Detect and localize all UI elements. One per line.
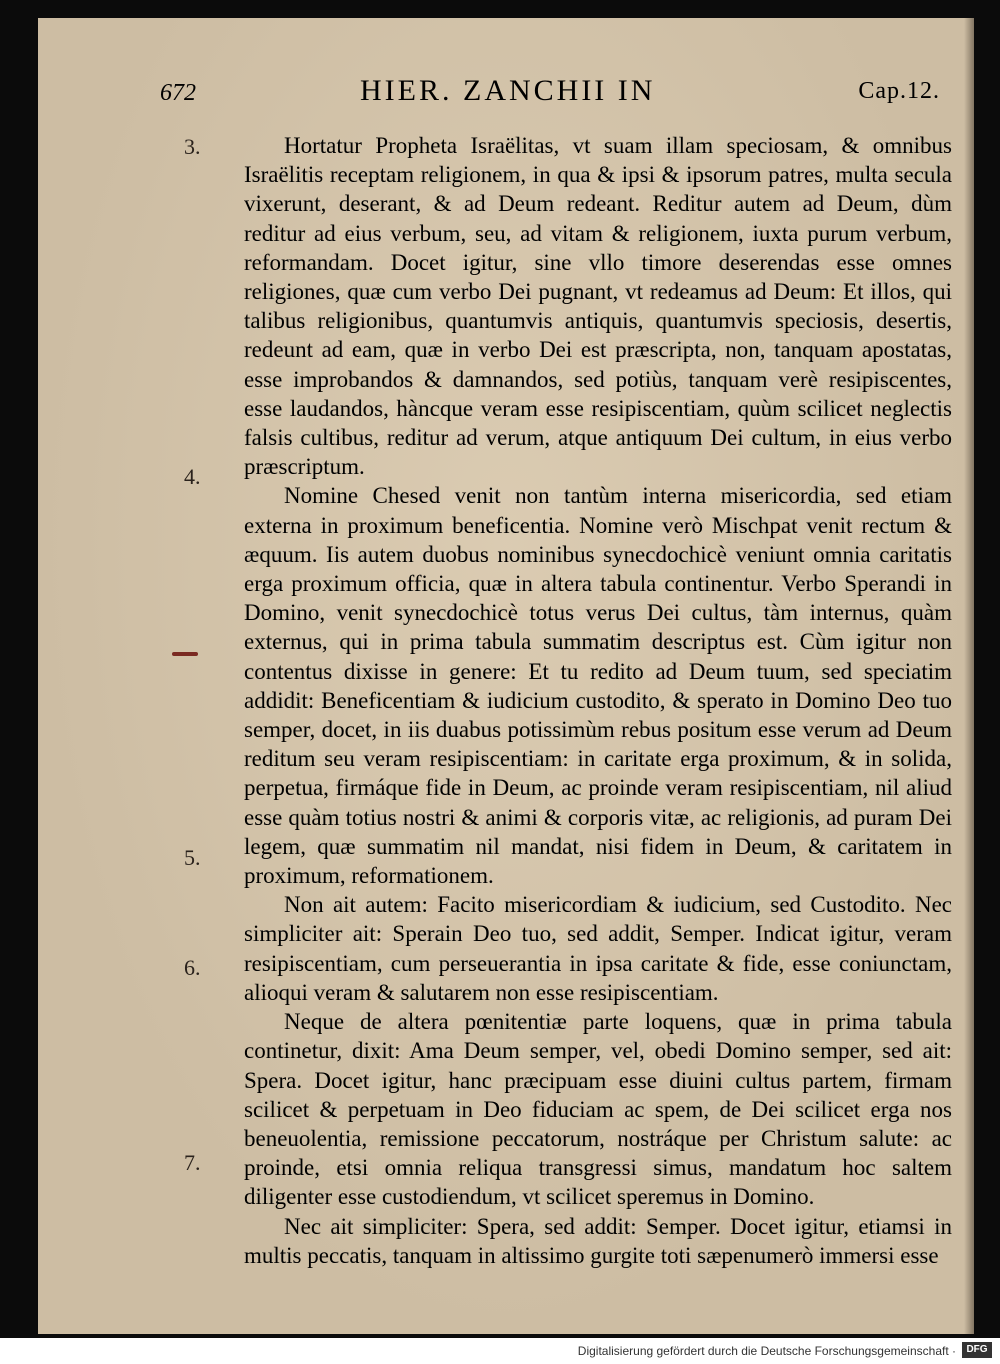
paragraph-marker-3: 3. [184, 134, 201, 159]
paragraph-marker-5: 5. [184, 845, 201, 870]
page-number: 672 [160, 80, 196, 106]
footer-credit: Digitalisierung gefördert durch die Deutsche Forschungsgemeinschaft · [577, 1344, 956, 1358]
paragraph-marker-6: 6. [184, 955, 201, 980]
paragraph-4: Nomine Chesed venit non tantùm interna misericordia, sed etiam externa in proximum beneficentia. Nomine verò Mischpat venit rectum & æquum. Iis autem duobus nominibus synecdochicè veniunt omnia caritatis erga proximum officia, quæ in altera tabula continentur. Verbo Sperandi in Domino, venit synecdochicè totus verus Dei cultus, tàm internus, quàm externus, qui in prima tabula summatim descriptus est. Cùm igitur non contentus dixisse in genere: Et tu redito ad Deum tuum, sed speciatim addidit: Beneficentiam & iudicium custodito, & sperato in Domino Deo tuo semper, docet, in iis duabus potissimùm rebus positum esse verum ad Deum reditum seu veram resipiscentiam: in caritate erga proximum, & in solida, perpetua, firmáque fide in Deum, ac proinde veram resipiscentiam, nil aliud esse quàm totius nostri & animi & corporis vitæ, ac religionis, ad puram Dei legem, quæ summatim nil mandat, nisi fidem in Deum, & caritatem in proximum, reformationem. [244, 483, 952, 889]
dfg-logo: DFG [962, 1342, 992, 1358]
paragraph-6: Neque de altera pœnitentiæ parte loquens, quæ in prima tabula continetur, dixit: Ama Deum semper, vel, obedi Domino semper, sed ait: Spera. Docet igitur, hanc præcipuam esse diuini cultus partem, firmam scilicet & perpetuam in Deo fiduciam ac spem, de Dei scilicet erga nos beneuolentia, remissione peccatorum, nostráque per Christum salute: ac proinde, etsi omnia reliqua transgressi simus, mandatum hoc saltem diligenter esse custodiendum, vt scilicet speremus in Domino. [244, 1009, 952, 1210]
body-text [244, 131, 952, 1270]
paragraph-5: Non ait autem: Facito misericordiam & iudicium, sed Custodito. Nec simpliciter ait: Sperain Deo tuo, sed addit, Semper. Indicat igitur, veram resipiscentiam, cum perseuerantia in ipsa caritate & fide, esse coniunctam, alioqui veram & salutarem non esse resipiscentiam. [244, 892, 952, 1005]
page-header [160, 74, 960, 110]
footer-bar [0, 1338, 1000, 1364]
page-edge [964, 18, 974, 1334]
margin-mark [172, 652, 198, 656]
chapter-label: Cap.12. [858, 78, 940, 104]
paragraph-marker-4: 4. [184, 464, 201, 489]
paragraph-7: Nec ait simpliciter: Spera, sed addit: Semper. Docet igitur, etiamsi in multis peccatis, tanquam in altissimo gurgite toti sæpenumerò immersi esse [244, 1213, 952, 1268]
running-title: HIER. ZANCHII IN [360, 74, 656, 107]
paragraph-3: Hortatur Propheta Israëlitas, vt suam illam speciosam, & omnibus Israëlitis receptam religionem, in qua & ipsi & ipsorum patres, multa secula vixerunt, deserant, & ad Deum redeant. Reditur autem ad Deum, dùm reditur ad eius verbum, seu, ad vitam & religionem, iuxta purum verbum, reformandam. Docet igitur, sine vllo timore deserendas esse omnes religiones, quæ cum verbo Dei pugnant, vt redeamus ad Deum: Et illos, qui talibus religionibus, quantumvis antiquis, quantumvis speciosis, desertis, redeunt ad eam, quæ in verbo Dei est præscripta, non, tanquam apostatas, esse improbandos & damnandos, sed potiùs, tanquam verè resipiscentes, esse laudandos, hàncque veram esse resipiscentiam, quùm scilicet neglectis falsis cultibus, reditur ad verum, atque antiquum Dei cultum, in eius verbo præscriptum. [244, 133, 952, 480]
paragraph-marker-7: 7. [184, 1150, 201, 1175]
